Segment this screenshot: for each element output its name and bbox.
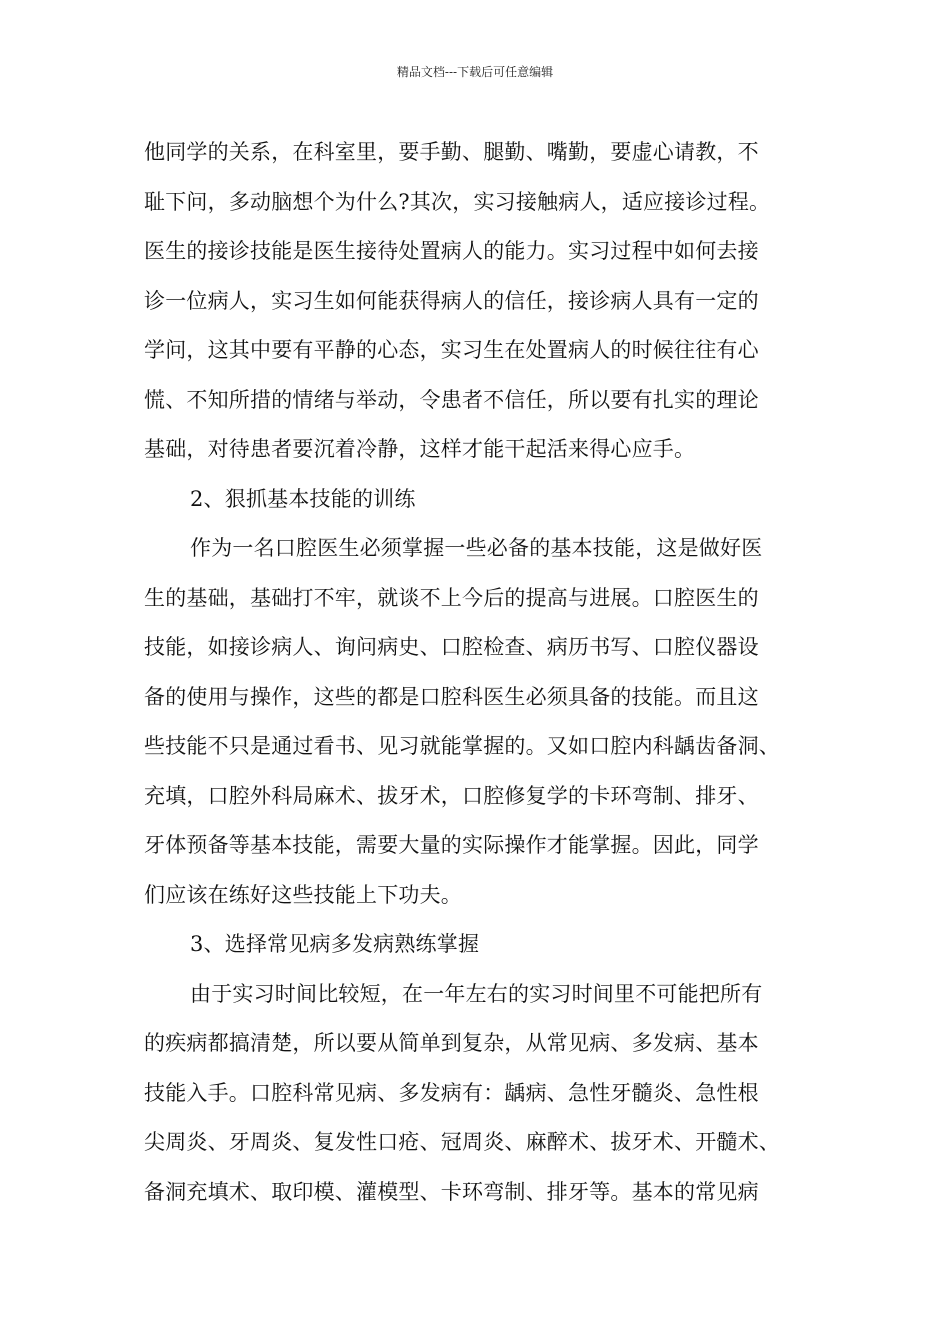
text-line: 他同学的关系，在科室里，要手勤、腿勤、嘴勤，要虚心请教，不 <box>144 140 759 164</box>
document-body <box>144 128 824 1217</box>
text-line: 作为一名口腔医生必须掌握一些必备的基本技能，这是做好医 <box>190 536 763 560</box>
text-line: 备的使用与操作，这些的都是口腔科医生必须具备的技能。而且这 <box>144 684 759 709</box>
text-line: 诊一位病人，实习生如何能获得病人的信任，接诊病人具有一定的 <box>144 288 759 313</box>
text-line: 备洞充填术、取印模、灌模型、卡环弯制、排牙等。基本的常见病 <box>144 1179 759 1204</box>
text-line: 充填，口腔外科局麻术、拔牙术，口腔修复学的卡环弯制、排牙、 <box>144 783 759 808</box>
text-line: 3、选择常见病多发病熟练掌握 <box>190 932 480 956</box>
text-line: 尖周炎、牙周炎、复发性口疮、冠周炎、麻醉术、拔牙术、开髓术、 <box>144 1130 780 1154</box>
text-line: 基础，对待患者要沉着冷静，这样才能干起活来得心应手。 <box>144 437 696 461</box>
text-line: 医生的接诊技能是医生接待处置病人的能力。实习过程中如何去接 <box>144 239 759 263</box>
text-line: 些技能不只是通过看书、见习就能掌握的。又如口腔内科龋齿备洞、 <box>144 734 780 758</box>
text-line: 技能，如接诊病人、询问病史、口腔检查、病历书写、口腔仪器设 <box>144 635 759 659</box>
text-line: 学问，这其中要有平静的心态，实习生在处置病人的时候往往有心 <box>144 338 759 362</box>
text-line: 们应该在练好这些技能上下功夫。 <box>144 882 462 907</box>
text-line: 牙体预备等基本技能，需要大量的实际操作才能掌握。因此，同学 <box>144 833 759 857</box>
text-line: 技能入手。口腔科常见病、多发病有：龋病、急性牙髓炎、急性根 <box>144 1080 759 1105</box>
text-line: 2、狠抓基本技能的训练 <box>190 486 416 511</box>
page-header: 精品文档---下载后可任意编辑 <box>396 65 554 79</box>
text-line: 的疾病都搞清楚，所以要从简单到复杂，从常见病、多发病、基本 <box>144 1031 759 1055</box>
text-line: 耻下问，多动脑想个为什么?其次，实习接触病人，适应接诊过程。 <box>144 189 771 214</box>
text-line: 由于实习时间比较短，在一年左右的实习时间里不可能把所有 <box>190 981 763 1006</box>
text-line: 慌、不知所措的情绪与举动，令患者不信任，所以要有扎实的理论 <box>144 387 759 412</box>
text-line: 生的基础，基础打不牢，就谈不上今后的提高与进展。口腔医生的 <box>144 585 759 610</box>
